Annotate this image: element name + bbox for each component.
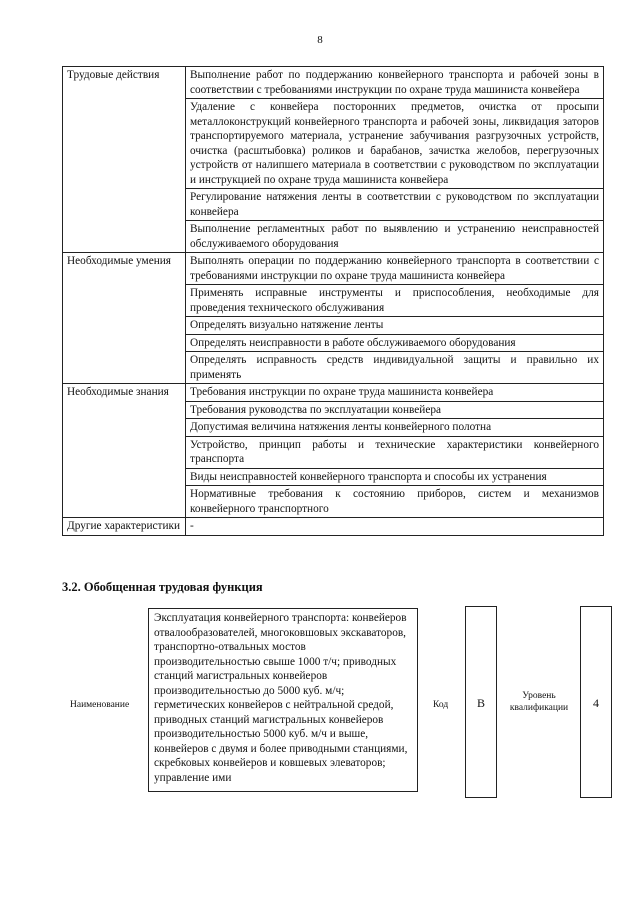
table-cell: Допустимая величина натяжения ленты конвейерного полотна [186,419,604,437]
table-row [63,67,604,99]
qualification-level-label: Уровень квалификации [509,691,569,713]
table-cell: Требования руководства по эксплуатации конвейера [186,401,604,419]
page-number: 8 [317,34,323,46]
table-cell: Определять неисправности в работе обслуживаемого оборудования [186,334,604,352]
table-cell: - [186,518,604,536]
section-title: 3.2. Обобщенная трудовая функция [62,580,263,594]
row-label-labor-actions: Трудовые действия [63,67,186,253]
qualification-level-value: 4 [580,606,612,798]
function-name-box: Эксплуатация конвейерного транспорта: конвейеров отвалообразователей, многоковшовых экскаваторов, транспортно-отвальных мостов производительностью свыше 1000 т/ч; приводных станций магистральных конвейеров производительностью до 5000 куб. м/ч; герметических конвейеров с нейтральной средой, приводных станций магистральных конвейеров производительностью 5000 куб. м/ч и выше, конвейеров с двумя и более приводными станциями, скребковых конвейеров и ковшевых элеваторов; управление ими [148,608,418,792]
table-cell: Требования инструкции по охране труда машиниста конвейера [186,384,604,402]
table-cell: Определять исправность средств индивидуальной защиты и правильно их применять [186,352,604,384]
table-cell: Применять исправные инструменты и приспособления, необходимые для проведения технического обслуживания [186,285,604,317]
table-cell: Выполнение регламентных работ по выявлению и устранению неисправностей обслуживаемого оборудования [186,221,604,253]
table-cell: Устройство, принцип работы и технические характеристики конвейерного транспорта [186,436,604,468]
name-label: Наименование [70,700,130,710]
table-cell: Регулирование натяжения ленты в соответствии с руководством по эксплуатации конвейера [186,189,604,221]
code-value: B [465,606,497,798]
row-label-required-knowledge: Необходимые знания [63,384,186,518]
table-row [63,253,604,285]
code-label: Код [433,700,449,710]
table-row [63,518,604,536]
table-cell: Выполнение работ по поддержанию конвейерного транспорта и рабочей зоны в соответствии с требованиями инструкции по охране труда машиниста конвейера [186,67,604,99]
table-cell: Виды неисправностей конвейерного транспорта и способы их устранения [186,468,604,486]
table-cell: Выполнять операции по поддержанию конвейерного транспорта в соответствии с требованиями инструкции по охране труда машиниста конвейера [186,253,604,285]
row-label-required-skills: Необходимые умения [63,253,186,384]
table-cell: Нормативные требования к состоянию приборов, систем и механизмов конвейерного транспортного [186,486,604,518]
row-label-other-characteristics: Другие характеристики [63,518,186,536]
table-row [63,384,604,402]
table-cell: Определять визуально натяжение ленты [186,317,604,335]
table-cell: Удаление с конвейера посторонних предметов, очистка от просыпи металлоконструкций конвейерного транспорта и рабочей зоны, ликвидация заторов транспортируемого материала, устранение забучивания разгрузочных устройств, очистка (расштыбовка) роликов и барабанов, зачистка желобов, перегрузочных устройств от налипшего материала в соответствии с руководством по эксплуатации и инструкцией по охране труда машиниста конвейера [186,99,604,189]
requirements-table [62,66,604,536]
